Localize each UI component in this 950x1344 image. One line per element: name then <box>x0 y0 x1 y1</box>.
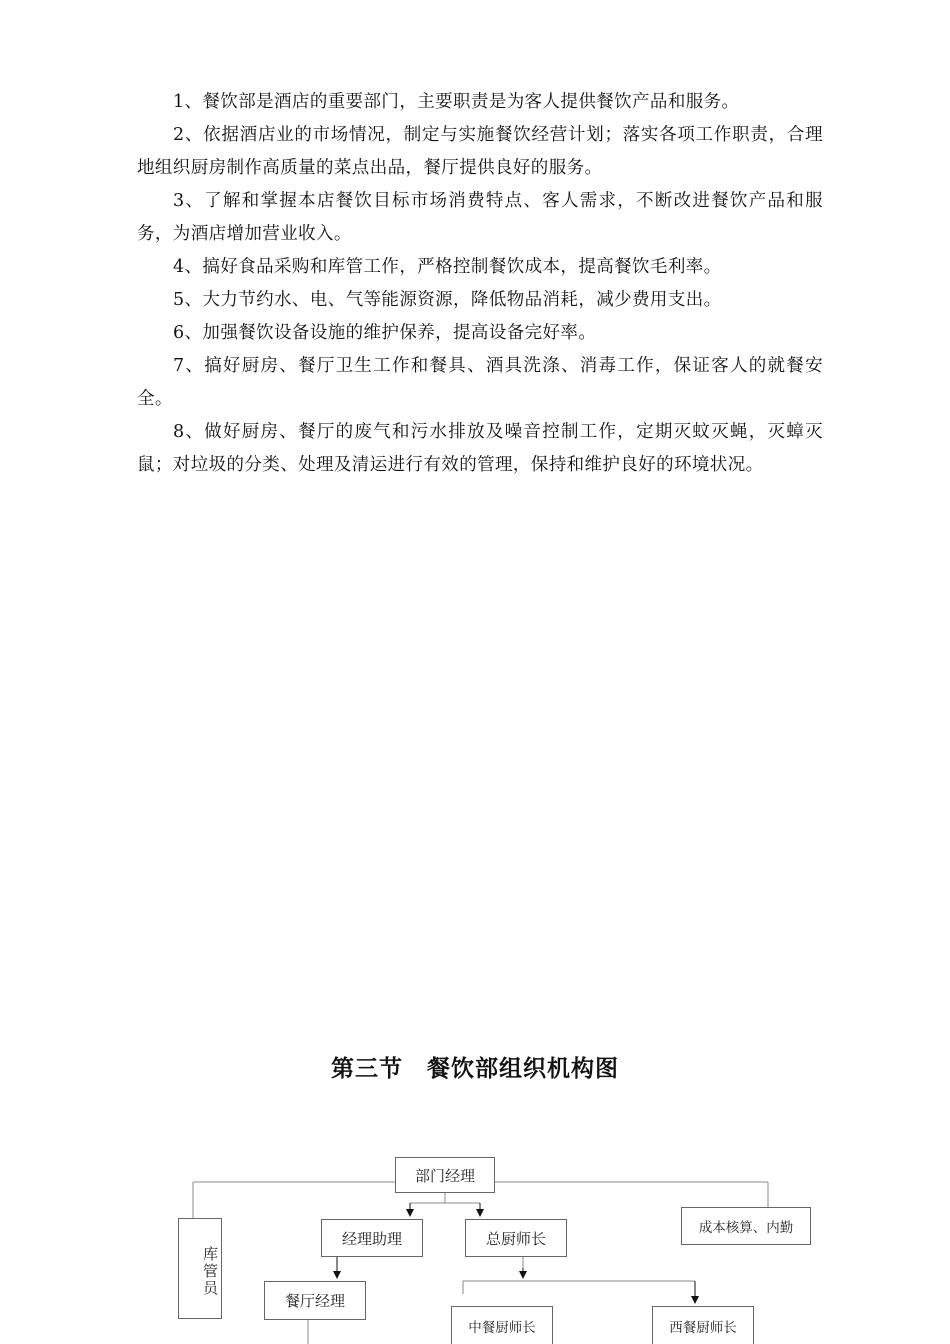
executive-chef-box: 总厨师长 <box>465 1219 567 1257</box>
chinese-chef-box: 中餐厨师长 <box>451 1306 553 1344</box>
duty-paragraph-7: 7、搞好厨房、餐厅卫生工作和餐具、酒具洗涤、消毒工作，保证客人的就餐安全。 <box>137 356 823 409</box>
manager-assistant-box: 经理助理 <box>321 1219 423 1257</box>
storekeeper-box: 库管员 <box>178 1218 222 1319</box>
duty-paragraph-4: 4、搞好食品采购和库管工作，严格控制餐饮成本，提高餐饮毛利率。 <box>173 257 722 277</box>
duty-paragraph-6: 6、加强餐饮设备设施的维护保养，提高设备完好率。 <box>173 323 597 343</box>
duty-paragraph-3: 3、了解和掌握本店餐饮目标市场消费特点、客人需求，不断改进餐饮产品和服务，为酒店增加营业收入。 <box>137 191 823 244</box>
restaurant-manager-box: 餐厅经理 <box>264 1281 366 1320</box>
duty-paragraph-8: 8、做好厨房、餐厅的废气和污水排放及噪音控制工作，定期灭蚊灭蝇，灭蟑灭鼠；对垃圾的分类、处理及清运进行有效的管理，保持和维护良好的环境状况。 <box>137 422 823 475</box>
department-manager-box: 部门经理 <box>395 1157 495 1193</box>
section-title: 第三节 餐饮部组织机构图 <box>331 1056 619 1082</box>
western-chef-box: 西餐厨师长 <box>652 1306 754 1344</box>
cost-accounting-box: 成本核算、内勤 <box>681 1207 811 1245</box>
duty-paragraph-2: 2、依据酒店业的市场情况，制定与实施餐饮经营计划；落实各项工作职责，合理地组织厨房制作高质量的菜点出品，餐厅提供良好的服务。 <box>137 125 823 178</box>
duty-paragraph-5: 5、大力节约水、电、气等能源资源，降低物品消耗，减少费用支出。 <box>173 290 722 310</box>
duty-paragraph-1: 1、餐饮部是酒店的重要部门，主要职责是为客人提供餐饮产品和服务。 <box>173 92 740 112</box>
